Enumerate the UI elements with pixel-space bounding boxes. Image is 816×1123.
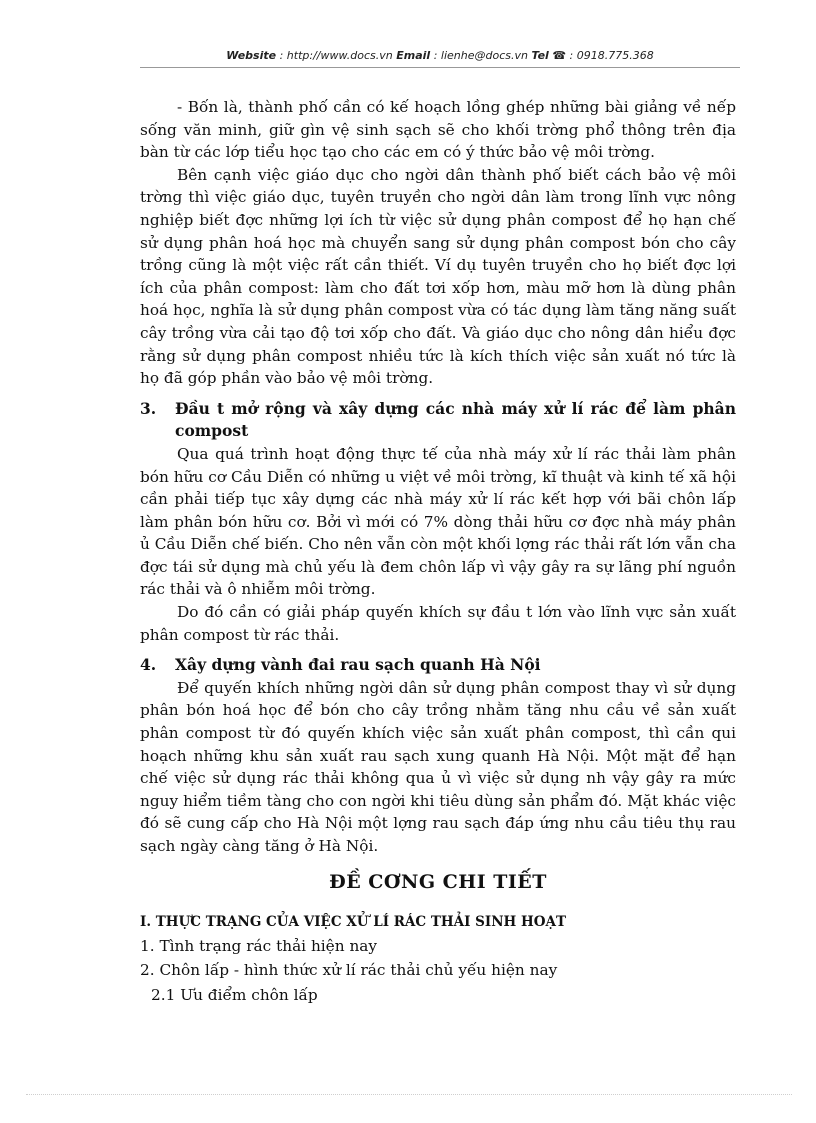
paragraph-1: - Bốn là, thành phố cần có kế hoạch lồng ghép những bài giảng về nếp sống văn minh, giữ gìn vệ sinh sạch sẽ cho khối trờng phổ thông trên địa bàn từ các lớp tiểu học tạo cho các em có ý thức bảo vệ môi trờng. [140,98,736,162]
heading-4-text: Xây dựng vành đai rau sạch quanh Hà Nội [175,655,541,675]
page-header [140,46,740,66]
heading-4-number: 4. [140,655,157,675]
heading-3-number: 3. [140,398,157,418]
paragraph-4: Do đó cần có giải pháp quyến khích sự đầu t lớn vào lĩnh vực sản xuất phân compost từ rác thải. [140,603,736,644]
outline-item-2-1: 2.1 Ưu điểm chôn lấp [151,985,318,1004]
paragraph-3: Qua quá trình hoạt động thực tế của nhà máy xử lí rác thải làm phân bón hữu cơ Cầu Diễn có những u việt về môi trờng, kĩ thuật và kinh tế xã hội cần phải tiếp tục xây dựng các nhà máy xử lí rác kết hợp với bãi chôn lấp làm phân bón hữu cơ. Bởi vì mới có 7% dòng thải hữu cơ đợc nhà máy phân ủ Cầu Diễn chế biến. Cho nên vẫn còn một khối lợng rác thải rất lớn vẫn cha đợc tái sử dụng mà chủ yếu là đem chôn lấp vì vậy gây ra sự lãng phí nguồn rác thải và ô nhiễm môi trờng. [140,444,736,599]
outline-section-1: I. THỰC TRẠNG CỦA VIỆC XỬ LÍ RÁC THẢI SINH HOẠT [140,913,567,930]
document-body [140,96,736,1009]
paragraph-5: Để quyến khích những ngời dân sử dụng phân compost thay vì sử dụng phân bón hoá học để bón cho cây trồng nhằm tăng nhu cầu về sản xuất phân compost từ đó quyến khích việc sản xuất phân compost, thì cần qui hoạch những khu sản xuất rau sạch xung quanh Hà Nội. Một mặt để hạn chế việc sử dụng rác thải không qua ủ vì việc sử dụng nh vậy gây ra mức nguy hiểm tiềm tàng cho con ngời khi tiêu dùng sản phẩm đó. Mặt khác việc đó sẽ cung cấp cho Hà Nội một lợng rau sạch đáp ứng nhu cầu tiêu thụ rau sạch ngày càng tăng ở Hà Nội. [140,678,736,855]
footer-divider [26,1094,792,1095]
heading-3 [140,398,736,443]
heading-3-text: Đầu t mở rộng và xây dựng các nhà máy xử lí rác để làm phân compost [175,398,736,441]
tel-value: : 0918.775.368 [569,49,654,62]
phone-icon: ☎ [552,49,567,62]
website-value: : http://www.docs.vn [279,49,393,62]
outline-title: ĐỀ CƠNG CHI TIẾT [329,870,547,893]
outline-item-2: 2. Chôn lấp - hình thức xử lí rác thải chủ yếu hiện nay [140,960,558,979]
tel-label: Tel [531,49,549,62]
email-label: Email [396,49,431,62]
heading-4 [140,654,736,677]
paragraph-2: Bên cạnh việc giáo dục cho ngời dân thành phố biết cách bảo vệ môi trờng thì việc giáo dục, tuyên truyền cho ngời dân làm trong lĩnh vực nông nghiệp biết đợc những lợi ích từ việc sử dụng phân compost để họ hạn chế sử dụng phân hoá học mà chuyển sang sử dụng phân compost bón cho cây trồng cũng là một việc rất cần thiết. Ví dụ tuyên truyền cho họ biết đợc lợi ích của phân compost: làm cho đất tơi xốp hơn, màu mỡ hơn là dùng phân hoá học, nghĩa là sử dụng phân compost vừa có tác dụng làm tăng năng suất cây trồng vừa cải tạo độ tơi xốp cho đất. Và giáo dục cho nông dân hiểu đợc rằng sử dụng phân compost nhiều tức là kích thích việc sản xuất nó tức là họ đã góp phần vào bảo vệ môi trờng. [140,165,736,388]
website-label: Website [226,49,277,62]
email-value: : lienhe@docs.vn [433,49,528,62]
outline-item-1: 1. Tình trạng rác thải hiện nay [140,936,378,955]
header-divider [140,67,740,68]
